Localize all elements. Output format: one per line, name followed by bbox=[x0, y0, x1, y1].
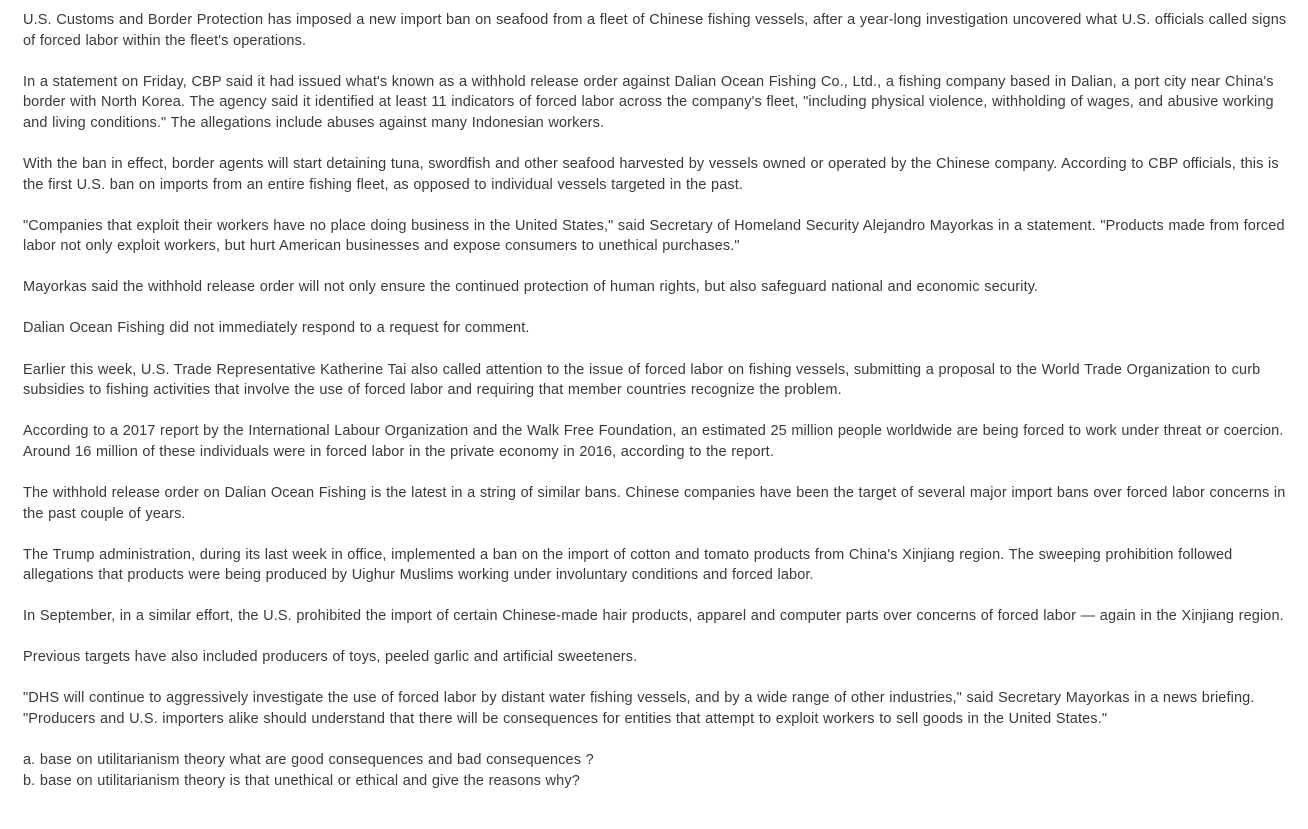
paragraph-11: In September, in a similar effort, the U.S. prohibited the import of certain Chinese-made hair products, apparel and computer parts over concerns of forced labor — again in the Xinjiang region. bbox=[23, 608, 1284, 625]
paragraph-1: U.S. Customs and Border Protection has imposed a new import ban on seafood from a fleet of Chinese fishing vessels, after a year-long investigation uncovered what U.S. officials called signs of forced labor within the fleet's operations. bbox=[23, 12, 1287, 49]
paragraph-2: In a statement on Friday, CBP said it had issued what's known as a withhold release order against Dalian Ocean Fishing Co., Ltd., a fishing company based in Dalian, a port city near China's border with North Korea. The agency said it identified at least 11 indicators of forced labor across the company's fleet, "including physical violence, withholding of wages, and abusive working and living conditions." The allegations include abuses against many Indonesian workers. bbox=[23, 73, 1274, 131]
paragraph-6: Dalian Ocean Fishing did not immediately respond to a request for comment. bbox=[23, 320, 530, 337]
question-a: a. base on utilitarianism theory what are good consequences and bad consequences ? bbox=[23, 752, 594, 769]
paragraph-5: Mayorkas said the withhold release order will not only ensure the continued protection of human rights, but also safeguard national and economic security. bbox=[23, 279, 1039, 296]
paragraph-9: The withhold release order on Dalian Ocean Fishing is the latest in a string of similar bans. Chinese companies have been the target of several major import bans over forced labor concerns in the past couple of years. bbox=[23, 484, 1286, 522]
paragraph-10: The Trump administration, during its last week in office, implemented a ban on the import of cotton and tomato products from China's Xinjiang region. The sweeping prohibition followed allegations that products were being produced by Uighur Muslims working under involuntary conditions and forced labor. bbox=[23, 546, 1233, 584]
question-b: b. base on utilitarianism theory is that unethical or ethical and give the reasons why? bbox=[23, 772, 580, 789]
paragraph-12: Previous targets have also included producers of toys, peeled garlic and artificial sweeteners. bbox=[23, 649, 638, 666]
paragraph-8: According to a 2017 report by the International Labour Organization and the Walk Free Foundation, an estimated 25 million people worldwide are being forced to work under threat or coercion. Around 16 million of these individuals were in forced labor in the private economy in 2016, according to the report. bbox=[23, 423, 1284, 460]
paragraph-4: "Companies that exploit their workers have no place doing business in the United States," said Secretary of Homeland Security Alejandro Mayorkas in a statement. "Products made from forced labor not only exploit workers, but hurt American businesses and expose consumers to unethical purchases." bbox=[23, 217, 1285, 255]
questions-block bbox=[23, 750, 1298, 791]
paragraph-13: "DHS will continue to aggressively investigate the use of forced labor by distant water fishing vessels, and by a wide range of other industries," said Secretary Mayorkas in a news briefing. "Producers and U.S. importers alike should understand that there will be consequences for entities that attempt to exploit workers to sell goods in the United States." bbox=[23, 690, 1255, 728]
paragraph-3: With the ban in effect, border agents will start detaining tuna, swordfish and other seafood harvested by vessels owned or operated by the Chinese company. According to CBP officials, this is the first U.S. ban on imports from an entire fishing fleet, as opposed to individual vessels targeted in the past. bbox=[23, 155, 1279, 193]
paragraph-7: Earlier this week, U.S. Trade Representative Katherine Tai also called attention to the issue of forced labor on fishing vessels, submitting a proposal to the World Trade Organization to curb subsidies to fishing activities that involve the use of forced labor and requiring that member countries recognize the problem. bbox=[23, 361, 1261, 399]
